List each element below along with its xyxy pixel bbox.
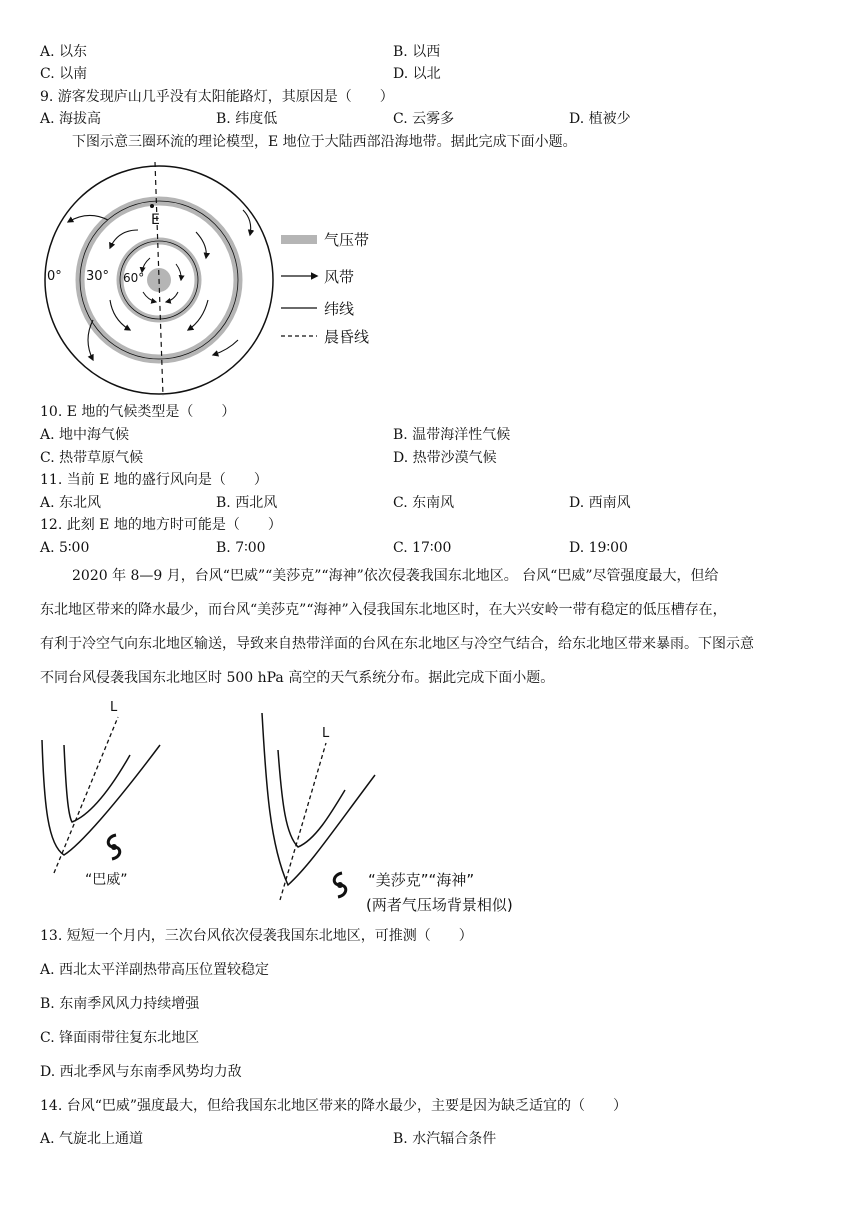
lat-label-0: 0°	[47, 269, 62, 284]
q8-options-row2	[40, 64, 820, 84]
q10-options-row2	[40, 448, 820, 468]
q9-option-c: C. 云雾多	[393, 111, 455, 127]
wind-arrow	[243, 210, 251, 235]
intro-typhoon-line-4: 不同台风侵袭我国东北地区时 500 hPa 高空的天气系统分布。据此完成下面小题。	[40, 670, 555, 686]
wind-arrow	[110, 230, 138, 248]
intro-typhoon-line-2: 东北地区带来的降水最少，而台风“美莎克”“海神”入侵我国东北地区时，在大兴安岭一带有稳定的低压槽存在，	[40, 602, 727, 618]
left-caption: “巴威”	[85, 872, 128, 888]
right-caption-2: (两者气压场背景相似)	[366, 896, 513, 914]
q13-option-c: C. 锋面雨带往复东北地区	[40, 1030, 200, 1046]
isobar	[262, 713, 375, 885]
q9-stem: 9. 游客发现庐山几乎没有太阳能路灯，其原因是（ ）	[40, 89, 394, 105]
legend-terminator: 晨昏线	[324, 328, 370, 346]
wind-arrow	[166, 292, 178, 302]
q11-stem: 11. 当前 E 地的盛行风向是（ ）	[40, 472, 268, 488]
q10-option-c: C. 热带草原气候	[40, 450, 144, 466]
legend-pressure-belt-swatch	[281, 235, 317, 244]
right-caption-1: “美莎克”“海神”	[368, 871, 475, 889]
q11-option-d: D. 西南风	[569, 495, 631, 511]
typhoon-pressure-figure	[30, 695, 550, 925]
lat-label-60: 60°	[123, 271, 145, 285]
q11-options	[40, 493, 820, 513]
intro-typhoon-line-1: 2020 年 8—9 月，台风“巴威”“美莎克”“海神”依次侵袭我国东北地区。 台风“巴威”尽管强度最大，但给	[72, 568, 719, 584]
q11-option-c: C. 东南风	[393, 495, 455, 511]
q9-options	[40, 109, 820, 129]
q12-option-d: D. 19∶00	[569, 540, 628, 556]
wind-arrow	[143, 292, 156, 302]
q14-stem: 14. 台风“巴威”强度最大，但给我国东北地区带来的降水最少，主要是因为缺乏适宜的（ ）	[40, 1098, 628, 1114]
q9-option-a: A. 海拔高	[40, 111, 102, 127]
q12-option-b: B. 7∶00	[216, 540, 266, 556]
q8-option-b: B. 以西	[393, 44, 441, 60]
intro-three-cell-circulation: 下图示意三圈环流的理论模型，E 地位于大陆西部沿海地带。据此完成下面小题。	[72, 134, 577, 150]
q8-option-d: D. 以北	[393, 66, 441, 82]
intro-typhoon-passage	[40, 559, 822, 695]
q12-stem: 12. 此刻 E 地的地方时可能是（ ）	[40, 517, 282, 533]
isobar	[64, 745, 130, 822]
q8-option-a: A. 以东	[40, 44, 88, 60]
legend-wind-belt: 风带	[324, 268, 355, 286]
q14-option-a: A. 气旋北上通道	[40, 1131, 144, 1147]
q9-option-d: D. 植被少	[569, 111, 631, 127]
typhoon-icon	[334, 873, 346, 897]
isobar	[278, 750, 345, 847]
q12-options	[40, 538, 820, 558]
wind-arrow	[142, 258, 150, 272]
wind-arrow	[176, 264, 181, 280]
q13-option-d: D. 西北季风与东南季风势均力敌	[40, 1064, 242, 1080]
q12-option-a: A. 5∶00	[40, 540, 90, 556]
trough-label-left: L	[110, 700, 118, 715]
q8-options-row1	[40, 42, 820, 62]
q14-option-b: B. 水汽辐合条件	[393, 1131, 497, 1147]
legend-latitude: 纬线	[324, 300, 355, 318]
q11-option-b: B. 西北风	[216, 495, 278, 511]
q10-option-d: D. 热带沙漠气候	[393, 450, 497, 466]
three-cell-circulation-figure	[38, 160, 388, 400]
q11-option-a: A. 东北风	[40, 495, 102, 511]
wind-arrow	[196, 232, 206, 258]
trough-line	[54, 717, 118, 873]
legend-pressure-belt: 气压带	[324, 231, 370, 249]
q13-option-a: A. 西北太平洋副热带高压位置较稳定	[40, 962, 270, 978]
lat-label-30: 30°	[86, 269, 110, 284]
q9-option-b: B. 纬度低	[216, 111, 278, 127]
q10-stem: 10. E 地的气候类型是（ ）	[40, 404, 236, 420]
q10-options-row1	[40, 425, 820, 445]
point-e-label: E	[151, 212, 160, 228]
q8-option-c: C. 以南	[40, 66, 88, 82]
q13-option-b: B. 东南季风风力持续增强	[40, 996, 200, 1012]
q14-options	[40, 1129, 820, 1149]
q10-option-a: A. 地中海气候	[40, 427, 130, 443]
q10-option-b: B. 温带海洋性气候	[393, 427, 511, 443]
wind-arrow	[213, 340, 238, 355]
point-e	[150, 204, 154, 208]
q13-stem: 13. 短短一个月内，三次台风依次侵袭我国东北地区，可推测（ ）	[40, 928, 473, 944]
trough-label-right: L	[322, 726, 330, 741]
q12-option-c: C. 17∶00	[393, 540, 452, 556]
typhoon-icon	[108, 835, 120, 859]
intro-typhoon-line-3: 有利于冷空气向东北地区输送，导致来自热带洋面的台风在东北地区与冷空气结合，给东北地区带来暴雨。下图示意	[40, 636, 754, 652]
